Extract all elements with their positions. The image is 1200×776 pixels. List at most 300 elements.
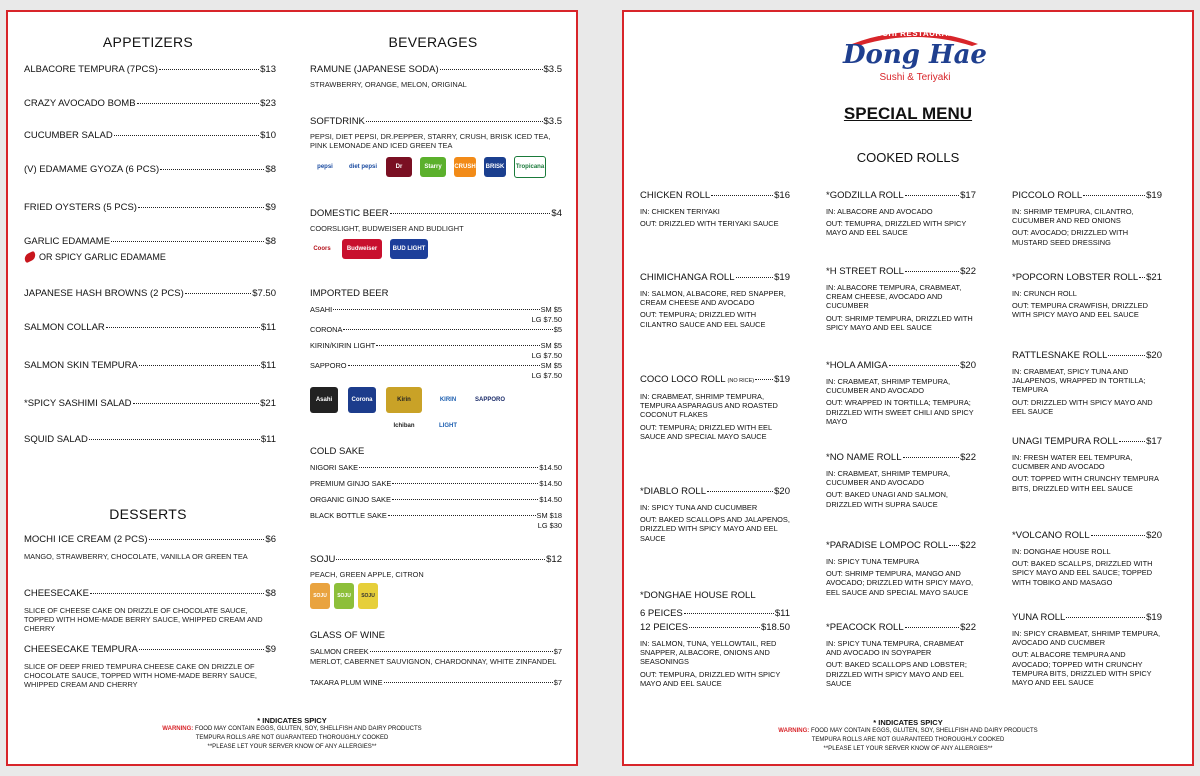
menu-item-row	[24, 588, 276, 600]
domestic-beer-logos	[310, 239, 562, 259]
size-label: 6 PEICES	[640, 608, 683, 619]
roll-title-row	[826, 622, 976, 634]
leader-dots	[348, 365, 540, 366]
roll-title-row	[1012, 530, 1162, 542]
warning-line	[624, 727, 1192, 736]
roll-out: OUT: SHRIMP TEMPURA, DRIZZLED WITH SPICY MAYO AND EEL SAUCE	[826, 313, 973, 332]
roll-title-row	[1012, 350, 1162, 362]
imported-beer-logos	[310, 387, 562, 429]
leader-dots	[1083, 195, 1145, 196]
roll-in: IN: CHICKEN TERIYAKI	[640, 207, 720, 216]
cold-sake-title: COLD SAKE	[310, 446, 365, 457]
roll-out: OUT: TEMPURA CRAWFISH, DRIZZLED WITH SPICY MAYO AND EEL SAUCE	[1012, 301, 1148, 320]
wine-section	[310, 630, 562, 688]
roll-name: YUNA ROLL	[1012, 612, 1066, 623]
item-name: CORONA	[310, 325, 343, 334]
roll-name: CHIMICHANGA ROLL	[640, 272, 735, 283]
roll-price: $22	[960, 266, 976, 277]
roll-in: IN: SPICY TUNA AND CUCUMBER	[640, 503, 758, 512]
menu-item-row	[24, 202, 276, 214]
roll-out: OUT: BAKED SCALLOPS AND LOBSTER; DRIZZLED WITH SPICY MAYO AND EEL SAUCE	[826, 660, 967, 688]
roll-name: UNAGI TEMPURA ROLL	[1012, 436, 1118, 447]
roll-in: IN: SHRIMP TEMPURA, CILANTRO, CUCUMBER AND RED ONIONS	[1012, 207, 1134, 226]
sake-row	[310, 511, 562, 521]
chili-pepper-icon	[23, 251, 37, 263]
item-price: $8	[265, 588, 276, 599]
roll-item	[1012, 190, 1162, 247]
roll-in: IN: CRABMEAT, SHRIMP TEMPURA, CUCUMBER AND AVOCADO	[826, 469, 951, 488]
warning-line	[8, 725, 576, 734]
leader-dots	[949, 545, 959, 546]
leader-dots	[392, 499, 538, 500]
item-price: $9	[265, 644, 276, 655]
item-name: JAPANESE HASH BROWNS (2 PCS)	[24, 288, 184, 299]
item-price: $7	[553, 678, 562, 688]
item-name: SAPPORO	[310, 361, 347, 370]
appetizers-title: APPETIZERS	[102, 34, 194, 50]
menu-item-row	[24, 164, 276, 176]
wine-row	[310, 678, 562, 688]
warning-label: WARNING:	[778, 728, 810, 734]
roll-item	[826, 622, 976, 688]
menu-item-row	[24, 236, 276, 248]
leader-dots	[905, 627, 960, 628]
item-price: $14.50	[539, 479, 562, 488]
left-footer	[8, 716, 576, 752]
leader-dots	[1066, 617, 1145, 618]
item-name: SALMON COLLAR	[24, 322, 105, 333]
roll-name: *PEACOCK ROLL	[826, 622, 904, 633]
bud-light-logo: BUD LIGHT	[390, 239, 428, 259]
roll-title-row	[640, 272, 790, 284]
tempura-note: TEMPURA ROLLS ARE NOT GUARANTEED THOROUGHLY COOKED	[195, 735, 389, 741]
item-price: $8	[265, 164, 276, 175]
roll-item	[640, 486, 790, 543]
leader-dots	[392, 483, 538, 484]
item-price: $3.5	[543, 116, 562, 127]
appetizer-item	[24, 288, 276, 300]
beer-row	[310, 305, 562, 315]
left-menu-page	[6, 10, 578, 766]
coors-logo: Coors	[310, 239, 334, 259]
leader-dots	[905, 271, 959, 272]
roll-out: OUT: TEMPURA; DRIZZLED WITH CILANTRO SAUCE AND EEL SAUCE	[640, 310, 766, 329]
roll-in: IN: FRESH WATER EEL TEMPURA, CUCMBER AND AVOCADO	[1012, 453, 1133, 472]
item-desc: COORSLIGHT, BUDWEISER AND BUDLIGHT	[310, 224, 464, 233]
leader-dots	[149, 539, 265, 540]
item-name: GARLIC EDAMAME	[24, 236, 111, 247]
roll-item	[1012, 612, 1162, 687]
roll-item	[826, 190, 976, 238]
roll-note: (NO RICE)	[727, 378, 755, 384]
item-price: SM $5	[540, 361, 562, 370]
beer-row	[310, 361, 562, 371]
allergy-note: **PLEASE LET YOUR SERVER KNOW OF ANY ALLERGIES**	[823, 746, 993, 752]
leader-dots	[388, 515, 536, 516]
softdrink-item	[310, 116, 562, 191]
roll-in: IN: CRABMEAT, SHRIMP TEMPURA, TEMPURA ASPARAGUS AND ROASTED COCONUT FLAKES	[640, 392, 778, 420]
roll-title-row	[826, 360, 976, 372]
leader-dots	[160, 169, 264, 170]
menu-item-row	[24, 398, 276, 410]
right-menu-page	[622, 10, 1194, 766]
leader-dots	[185, 293, 251, 294]
leader-dots	[333, 309, 539, 310]
item-desc: SLICE OF DEEP FRIED TEMPURA CHEESE CAKE ON DRIZZLE OF CHOCOLATE SAUCE, TOPPED WITH HOME-MADE BERRY SAUCE, WHIPPED CREAM AND CHERRY	[24, 662, 257, 690]
item-price: $23	[260, 98, 276, 109]
item-name: CHEESECAKE	[24, 588, 89, 599]
roll-name: *HOLA AMIGA	[826, 360, 888, 371]
roll-item	[640, 190, 790, 228]
roll-price: $22	[960, 452, 976, 463]
roll-in: IN: CRUNCH ROLL	[1012, 289, 1077, 298]
cooked-rolls-title: COOKED ROLLS	[856, 150, 960, 165]
tempura-note: TEMPURA ROLLS ARE NOT GUARANTEED THOROUGHLY COOKED	[811, 737, 1005, 743]
warning-text: FOOD MAY CONTAIN EGGS, GLUTEN, SOY, SHELLFISH AND DAIRY PRODUCTS	[809, 728, 1038, 734]
item-price: $13	[260, 64, 276, 75]
leader-dots	[711, 195, 773, 196]
roll-name: RATTLESNAKE ROLL	[1012, 350, 1108, 361]
roll-title-row	[826, 266, 976, 278]
leader-dots	[903, 457, 960, 458]
item-name: SALMON CREEK	[310, 647, 369, 656]
roll-title-row	[640, 486, 790, 498]
appetizer-item	[24, 360, 276, 372]
cold-sake-list	[310, 463, 562, 531]
appetizer-item	[24, 434, 276, 446]
menu-item-row	[24, 360, 276, 372]
roll-title-row	[1012, 272, 1162, 284]
leader-dots	[139, 649, 265, 650]
appetizer-item	[24, 322, 276, 334]
brisk-logo: BRISK	[484, 157, 506, 177]
leader-dots	[689, 627, 760, 628]
size-price: $18.50	[760, 622, 790, 633]
roll-out: OUT: WRAPPED IN TORTILLA; TEMPURA; DRIZZLED WITH SWEET CHILI AND SPICY MAYO	[826, 398, 974, 426]
domestic-beer-item	[310, 208, 562, 259]
leader-dots	[1139, 277, 1145, 278]
item-name: PREMIUM GINJO SAKE	[310, 479, 392, 488]
leader-dots	[111, 241, 264, 242]
item-price: $10	[260, 130, 276, 141]
roll-item	[826, 266, 976, 332]
softdrink-logos	[310, 156, 562, 191]
corona-logo: Corona	[348, 387, 376, 413]
leader-dots	[684, 613, 774, 614]
roll-price: $19	[774, 374, 790, 385]
roll-title-row	[1012, 612, 1162, 624]
roll-in: IN: CRABMEAT, SPICY TUNA AND JALAPENOS, WRAPPED IN TORTILLA; TEMPURA	[1012, 367, 1146, 395]
asahi-logo: Asahi	[310, 387, 338, 413]
budweiser-logo: Budweiser	[342, 239, 382, 259]
sapporo-logo: SAPPORO	[474, 387, 506, 413]
roll-out: OUT: TEMPURA, DRIZZLED WITH SPICY MAYO AND EEL SAUCE	[640, 669, 781, 688]
leader-dots	[343, 329, 552, 330]
logo-banner-text: SUSHI RESTAURANT	[870, 29, 960, 38]
leader-dots	[133, 403, 260, 404]
roll-price: $22	[960, 622, 976, 633]
item-name: TAKARA PLUM WINE	[310, 678, 383, 688]
roll-price: $19	[774, 272, 790, 283]
menu-item-row	[24, 98, 276, 110]
roll-in: IN: DONGHAE HOUSE ROLL	[1012, 547, 1111, 556]
imported-beer-section	[310, 288, 562, 429]
roll-price: $17	[1146, 436, 1162, 447]
roll-price: $20	[1146, 530, 1162, 541]
roll-price: $17	[960, 190, 976, 201]
appetizer-item	[24, 64, 276, 76]
item-desc: MANGO, STRAWBERRY, CHOCOLATE, VANILLA OR GREEN TEA	[24, 552, 248, 561]
roll-name: *DONGHAE HOUSE ROLL	[640, 590, 756, 601]
roll-title-row	[640, 374, 790, 387]
roll-name: *DIABLO ROLL	[640, 486, 706, 497]
beverages-title: BEVERAGES	[388, 34, 478, 50]
menu-item-row	[24, 534, 276, 546]
pepsi-logo: pepsi	[310, 157, 340, 177]
item-price: $5	[553, 325, 562, 334]
wine-title: GLASS OF WINE	[310, 630, 385, 641]
roll-item	[826, 452, 976, 509]
item-price: SM $5	[540, 305, 562, 314]
roll-in: IN: ALBACORE AND AVOCADO	[826, 207, 933, 216]
logo-name: Dong Hae	[843, 40, 987, 70]
item-price: $11	[260, 322, 276, 333]
starry-logo: Starry	[420, 157, 446, 177]
soju-item	[310, 554, 562, 609]
soju-peach-bottle: SOJU	[310, 583, 330, 609]
size-label: 12 PEICES	[640, 622, 689, 633]
menu-item-row	[24, 322, 276, 334]
appetizer-item	[24, 130, 276, 142]
item-price: $4	[551, 208, 562, 219]
item-name: KIRIN/KIRIN LIGHT	[310, 341, 376, 350]
roll-title-row	[826, 190, 976, 202]
roll-size-row	[640, 608, 790, 620]
roll-item	[640, 374, 790, 441]
roll-item	[1012, 436, 1162, 493]
roll-title-row	[826, 540, 976, 552]
menu-item-row	[24, 130, 276, 142]
roll-out: OUT: TEMUPRA, DRIZZLED WITH SPICY MAYO AND EEL SAUCE	[826, 219, 967, 238]
roll-price: $20	[774, 486, 790, 497]
leader-dots	[1108, 355, 1145, 356]
item-price: SM $18	[536, 511, 562, 520]
desserts-title: DESSERTS	[109, 506, 187, 522]
item-desc: PEPSI, DIET PEPSI, DR.PEPPER, STARRY, CRUSH, BRISK ICED TEA, PINK LEMONADE AND ICED GREEN TEA	[310, 132, 551, 151]
item-price: $14.50	[539, 463, 562, 472]
kirin-light-logo: KIRIN LIGHT	[432, 387, 464, 413]
item-price: $12	[546, 554, 562, 565]
leader-dots	[159, 69, 259, 70]
leader-dots	[106, 327, 260, 328]
restaurant-logo	[840, 22, 990, 86]
sake-row	[310, 479, 562, 489]
roll-name: *POPCORN LOBSTER ROLL	[1012, 272, 1139, 283]
roll-title-row	[1012, 436, 1162, 448]
spicy-note: * INDICATES SPICY	[257, 716, 327, 725]
item-name: NIGORI SAKE	[310, 463, 359, 472]
item-price: $3.5	[543, 64, 562, 75]
leader-dots	[138, 207, 264, 208]
cold-sake-section	[310, 446, 562, 531]
item-price: $14.50	[539, 495, 562, 504]
item-desc: STRAWBERRY, ORANGE, MELON, ORIGINAL	[310, 80, 467, 89]
leader-dots	[89, 439, 260, 440]
appetizer-item	[24, 164, 276, 176]
item-name: CUCUMBER SALAD	[24, 130, 113, 141]
roll-out: OUT: SHRIMP TEMPURA, MANGO AND AVOCADO; DRIZZLED WITH SPICY MAYO, EEL SAUCE AND SPECIAL MAYO SAUCE	[826, 569, 974, 597]
beer-large-price: LG $7.50	[531, 315, 562, 324]
roll-size-row	[640, 622, 790, 634]
roll-item	[826, 360, 976, 426]
item-name: DOMESTIC BEER	[310, 208, 389, 219]
roll-out: OUT: TOPPED WITH CRUNCHY TEMPURA BITS, DRIZZLED WITH EEL SAUCE	[1012, 474, 1159, 493]
appetizer-item	[24, 202, 276, 214]
roll-out: OUT: AVOCADO; DRIZZLED WITH MUSTARD SEED DRESSING	[1012, 228, 1129, 247]
item-price: $6	[265, 534, 276, 545]
roll-price: $21	[1146, 272, 1162, 283]
beer-large-price: LG $7.50	[531, 371, 562, 380]
warning-label: WARNING:	[162, 726, 194, 732]
roll-item	[640, 590, 790, 688]
leader-dots	[1119, 441, 1145, 442]
roll-out: OUT: BAKED UNAGI AND SALMON, DRIZZLED WITH SUPRA SAUCE	[826, 490, 948, 509]
item-note-text: OR SPICY GARLIC EDAMAME	[39, 252, 166, 262]
roll-name: *VOLCANO ROLL	[1012, 530, 1090, 541]
item-name: ASAHI	[310, 305, 333, 314]
dessert-item	[24, 588, 276, 634]
item-name: (V) EDAMAME GYOZA (6 PCS)	[24, 164, 160, 175]
logo-tagline: Sushi & Teriyaki	[879, 72, 951, 83]
roll-in: IN: SPICY TUNA TEMPURA	[826, 557, 920, 566]
size-price: $11	[774, 608, 790, 619]
roll-name: *PARADISE LOMPOC ROLL	[826, 540, 949, 551]
kirin-ichiban-logo: Kirin Ichiban	[386, 387, 422, 413]
appetizer-item	[24, 236, 276, 262]
leader-dots	[359, 467, 538, 468]
roll-item	[640, 272, 790, 329]
roll-in: IN: SPICY TUNA TEMPURA, CRABMEAT AND AVOCADO IN SOYPAPER	[826, 639, 964, 658]
roll-price: $16	[774, 190, 790, 201]
roll-in: IN: SALMON, ALBACORE, RED SNAPPER, CREAM CHEESE AND AVOCADO	[640, 289, 786, 308]
roll-in: IN: ALBACORE TEMPURA, CRABMEAT, CREAM CHEESE, AVOCADO AND CUCUMBER	[826, 283, 962, 311]
leader-dots	[755, 379, 773, 380]
roll-title-row	[826, 452, 976, 464]
item-name: *SPICY SASHIMI SALAD	[24, 398, 132, 409]
item-desc: SLICE OF CHEESE CAKE ON DRIZZLE OF CHOCOLATE SAUCE, TOPPED WITH HOME-MADE BERRY SAUCE, WHIPPED CREAM AND CHERRY	[24, 606, 263, 634]
item-name: SALMON SKIN TEMPURA	[24, 360, 138, 371]
leader-dots	[137, 103, 260, 104]
roll-name: PICCOLO ROLL	[1012, 190, 1083, 201]
leader-dots	[889, 365, 959, 366]
roll-out: OUT: TEMPURA; DRIZZLED WITH EEL SAUCE AND SPECIAL MAYO SAUCE	[640, 422, 772, 441]
item-price: $7.50	[252, 288, 276, 299]
imported-beer-title: IMPORTED BEER	[310, 288, 389, 299]
imported-beer-list	[310, 305, 562, 381]
leader-dots	[90, 593, 264, 594]
menu-item-row	[24, 288, 276, 300]
roll-price: $22	[960, 540, 976, 551]
roll-price: $19	[1146, 612, 1162, 623]
beer-row	[310, 341, 562, 351]
roll-name: *GODZILLA ROLL	[826, 190, 904, 201]
item-desc: PEACH, GREEN APPLE, CITRON	[310, 570, 424, 579]
roll-name: CHICKEN ROLL	[640, 190, 711, 201]
item-price: $21	[260, 398, 276, 409]
leader-dots	[736, 277, 774, 278]
item-desc: MERLOT, CABERNET SAUVIGNON, CHARDONNAY, WHITE ZINFANDEL	[310, 657, 557, 666]
item-name: MOCHI ICE CREAM (2 PCS)	[24, 534, 148, 545]
sake-row	[310, 495, 562, 505]
roll-in: IN: SALMON, TUNA, YELLOWTAIL, RED SNAPPER, ALBACORE, ONIONS AND SEASONINGS	[640, 639, 777, 667]
leader-dots	[139, 365, 260, 366]
crush-logo: CRUSH	[454, 157, 476, 177]
appetizer-item	[24, 98, 276, 110]
spicy-note: * INDICATES SPICY	[873, 718, 943, 727]
leader-dots	[114, 135, 259, 136]
sake-large-price: LG $30	[537, 521, 562, 530]
roll-price: $19	[1146, 190, 1162, 201]
soju-green-apple-bottle: SOJU	[334, 583, 354, 609]
roll-title-row	[640, 190, 790, 202]
item-name: CRAZY AVOCADO BOMB	[24, 98, 136, 109]
item-price: $9	[265, 202, 276, 213]
roll-in: IN: CRABMEAT, SHRIMP TEMPURA, CUCUMBER AND AVOCADO	[826, 377, 951, 396]
ramune-item	[310, 64, 562, 89]
roll-item	[1012, 350, 1162, 416]
soju-logos	[310, 583, 562, 609]
item-note	[24, 252, 276, 262]
allergy-note: **PLEASE LET YOUR SERVER KNOW OF ANY ALLERGIES**	[207, 744, 377, 750]
item-name: FRIED OYSTERS (5 PCS)	[24, 202, 137, 213]
leader-dots	[905, 195, 960, 196]
menu-item-row	[24, 64, 276, 76]
menu-item-row	[24, 644, 276, 656]
right-footer	[624, 718, 1192, 754]
item-name: ORGANIC GINJO SAKE	[310, 495, 391, 504]
roll-out: OUT: BAKED SCALLOPS AND JALAPENOS, DRIZZLED WITH SPICY MAYO AND EEL SAUCE	[640, 515, 790, 543]
soju-citron-bottle: SOJU	[358, 583, 378, 609]
roll-out: OUT: DRIZZLED WITH SPICY MAYO AND EEL SAUCE	[1012, 397, 1153, 416]
leader-dots	[707, 491, 773, 492]
dr-pepper-logo: Dr Pepper	[386, 157, 412, 177]
roll-name: *NO NAME ROLL	[826, 452, 902, 463]
item-name: BLACK BOTTLE SAKE	[310, 511, 387, 520]
appetizer-item	[24, 398, 276, 410]
tropicana-logo: Tropicana	[514, 156, 546, 178]
roll-out: OUT: BAKED SCALLPS, DRIZZLED WITH SPICY MAYO AND EEL SAUCE; TOPPED WITH TOBIKO AND MASAGO	[1012, 559, 1153, 587]
roll-out: OUT: ALBACORE TEMPURA AND AVOCADO; TOPPED WITH CRUNCHY TEMPURA BITS, DRIZZLED WITH SPICY MAYO AND EEL SAUCE	[1012, 650, 1152, 688]
wine-row	[310, 647, 562, 657]
roll-out: OUT: DRIZZLED WITH TERIYAKI SAUCE	[640, 219, 779, 229]
leader-dots	[376, 345, 539, 346]
item-price: SM $5	[540, 341, 562, 350]
roll-price: $20	[960, 360, 976, 371]
roll-item	[826, 540, 976, 597]
item-name: RAMUNE (JAPANESE SODA)	[310, 64, 439, 75]
sake-row	[310, 463, 562, 473]
item-name: SQUID SALAD	[24, 434, 88, 445]
item-name: CHEESECAKE TEMPURA	[24, 644, 138, 655]
item-price: $7	[553, 647, 562, 656]
warning-text: FOOD MAY CONTAIN EGGS, GLUTEN, SOY, SHELLFISH AND DAIRY PRODUCTS	[193, 726, 422, 732]
item-price: $11	[260, 360, 276, 371]
diet-pepsi-logo: diet pepsi	[348, 157, 378, 177]
item-name: SOJU	[310, 554, 336, 565]
beer-large-price: LG $7.50	[531, 351, 562, 360]
roll-title-row	[1012, 190, 1162, 202]
roll-item	[1012, 272, 1162, 320]
